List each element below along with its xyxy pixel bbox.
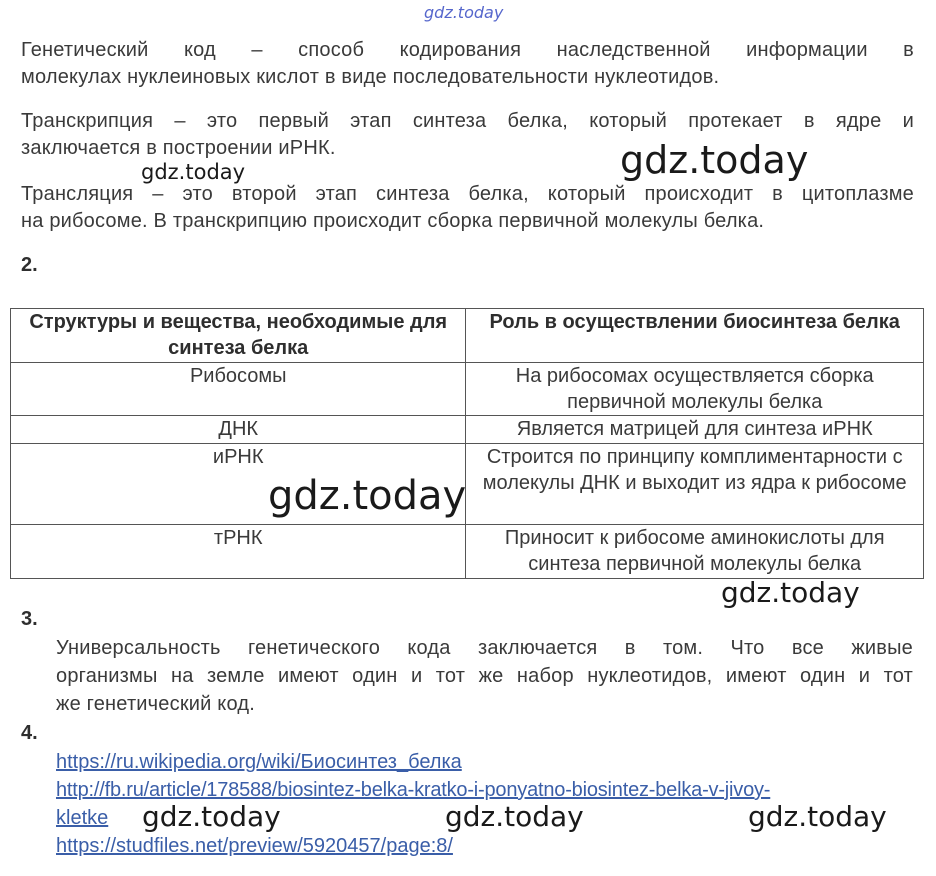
intro-p1-line2: молекулах нуклеиновых кислот в виде последовательности нуклеотидов. [21,66,720,88]
header-structures: Структуры и вещества, необходимые для синтеза белка [11,309,466,363]
intro-p2-line2: заключается в построении иРНК. [21,137,336,159]
header-watermark: gdz.today [424,3,504,22]
cell-structure: ДНК [11,416,466,444]
watermark: gdz.today [142,800,281,833]
studfiles-link[interactable]: https://studfiles.net/preview/5920457/page:8/ [56,835,453,857]
synthesis-structures-table [10,308,924,579]
watermark: gdz.today [268,473,467,519]
fb-article-link-continued[interactable]: kletke [56,807,109,829]
watermark: gdz.today [748,800,887,833]
wikipedia-link[interactable]: https://ru.wikipedia.org/wiki/Биосинтез_белка [56,751,462,773]
section-4-number: 4. [21,722,38,744]
watermark: gdz.today [721,576,860,609]
section-3-number: 3. [21,608,38,630]
watermark: gdz.today [141,160,246,184]
table-header-row [11,309,924,363]
watermark: gdz.today [620,138,809,182]
section-3-line3: же генетический код. [56,693,255,715]
cell-role: На рибосомах осуществляется сборка первичной молекулы белка [466,363,924,416]
fb-article-link[interactable]: http://fb.ru/article/178588/biosintez-belka-kratko-i-ponyatno-biosintez-belka-v-jivoy- [56,779,771,801]
table-row [11,363,924,416]
cell-structure: тРНК [11,525,466,579]
intro-p2-line1: Транскрипция – это первый этап синтеза белка, который протекает в ядре и [21,110,914,132]
table-row [11,416,924,444]
table-row [11,444,924,525]
table-row [11,525,924,579]
header-role: Роль в осуществлении биосинтеза белка [466,309,924,363]
cell-structure: Рибосомы [11,363,466,416]
cell-structure: иРНК [11,444,466,525]
section-2-number: 2. [21,254,38,276]
section-3-line2: организмы на земле имеют один и тот же набор нуклеотидов, имеют один и тот [56,665,913,687]
section-3-line1: Универсальность генетического кода заключается в том. Что все живые [56,637,913,659]
intro-p3-line2: на рибосоме. В транскрипцию происходит сборка первичной молекулы белка. [21,210,765,232]
cell-role: Приносит к рибосоме аминокислоты для синтеза первичной молекулы белка [466,525,924,579]
cell-role: Является матрицей для синтеза иРНК [466,416,924,444]
cell-role: Строится по принципу комплиментарности с молекулы ДНК и выходит из ядра к рибосоме [466,444,924,525]
intro-p3-line1: Трансляция – это второй этап синтеза белка, который происходит в цитоплазме [21,183,914,205]
intro-p1-line1: Генетический код – способ кодирования наследственной информации в [21,39,914,61]
watermark: gdz.today [445,800,584,833]
